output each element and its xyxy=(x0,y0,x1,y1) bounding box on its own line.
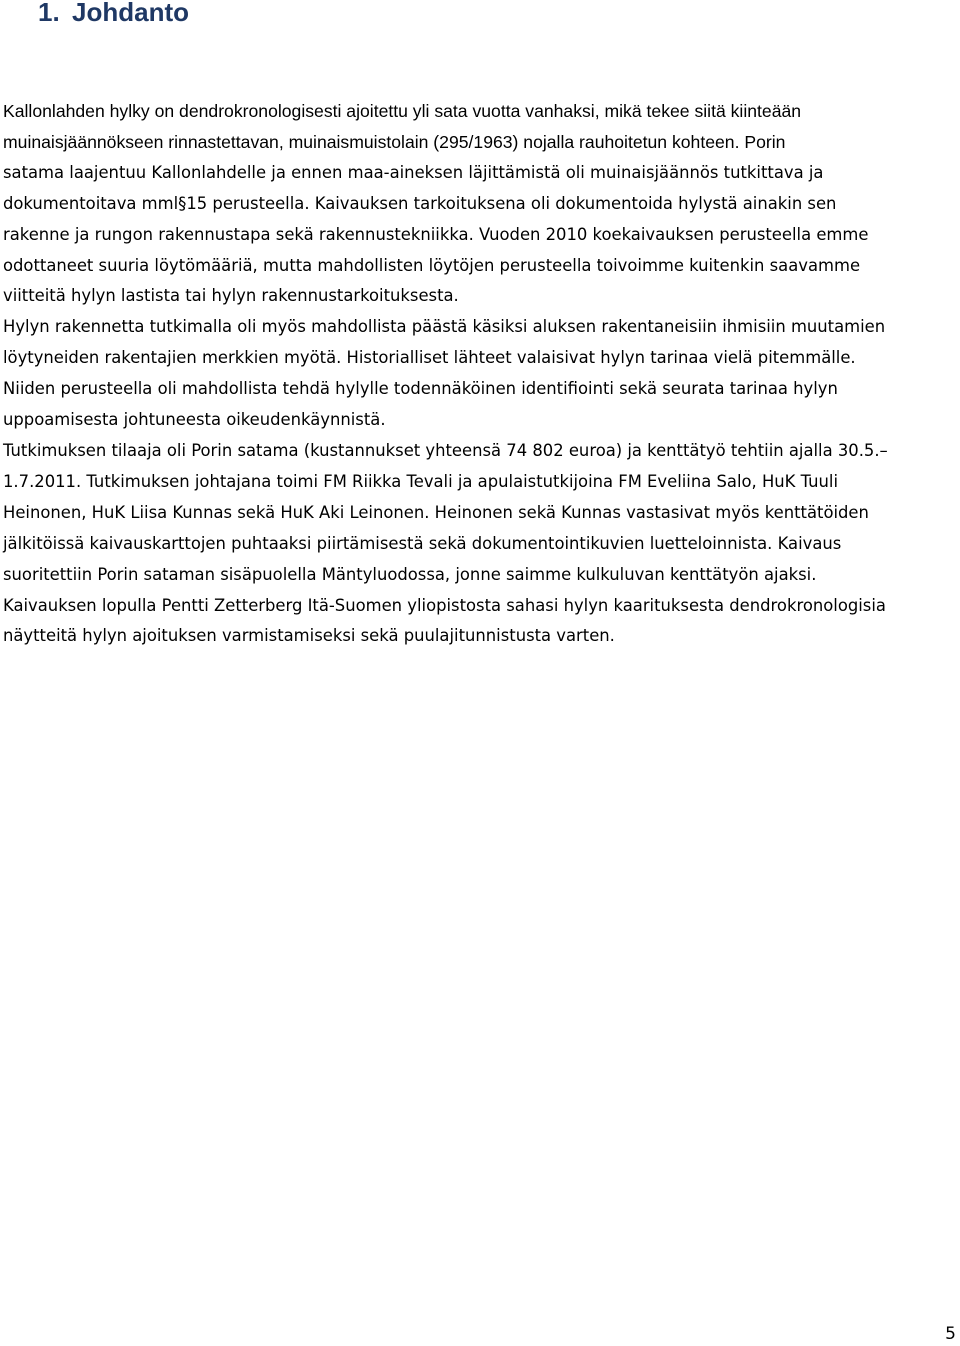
section-number: 1. xyxy=(38,0,60,27)
text-line: Kallonlahden hylky on dendrokronologisesti ajoitettu yli sata vuotta vanhaksi, mikä tekee siitä kiinteään xyxy=(3,101,802,121)
text-line: näytteitä hylyn ajoituksen varmistamiseksi sekä puulajitunnistusta varten. xyxy=(3,626,615,646)
text-line: rakenne ja rungon rakennustapa sekä rakennustekniikka. Vuoden 2010 koekaivauksen perusteella emme xyxy=(3,224,869,244)
text-line: löytyneiden rakentajien merkkien myötä. Historialliset lähteet valaisivat hylyn tarinaa vielä pitemmälle. xyxy=(3,348,856,368)
body-text xyxy=(3,96,955,652)
text-line: uppoamisesta johtuneesta oikeudenkäynnistä. xyxy=(3,410,386,430)
text-line: 1.7.2011. Tutkimuksen johtajana toimi FM Riikka Tevali ja apulaistutkijoina FM Eveliina Salo, HuK Tuuli xyxy=(3,471,839,491)
page-number: 5 xyxy=(945,1324,956,1344)
text-line: Hylyn rakennetta tutkimalla oli myös mahdollista päästä käsiksi aluksen rakentaneisiin ihmisiin muutamien xyxy=(3,317,886,337)
text-line: Kaivauksen lopulla Pentti Zetterberg Itä-Suomen yliopistosta sahasi hylyn kaarituksesta dendrokronologisia xyxy=(3,595,886,615)
text-line: satama laajentuu Kallonlahdelle ja ennen maa-aineksen läjittämistä oli muinaisjäännös tutkittava ja xyxy=(3,162,824,182)
text-line: Niiden perusteella oli mahdollista tehdä hylylle todennäköinen identifiointi sekä seurata tarinaa hylyn xyxy=(3,379,838,399)
text-line: Tutkimuksen tilaaja oli Porin satama (kustannukset yhteensä 74 802 euroa) ja kenttätyö tehtiin ajalla 30.5.– xyxy=(3,440,888,460)
text-line: suoritettiin Porin sataman sisäpuolella Mäntyluodossa, jonne saimme kulkuluvan kenttätyön ajaksi. xyxy=(3,564,817,584)
text-line: muinaisjäännökseen rinnastettavan, muinaismuistolain (295/1963) nojalla rauhoitetun kohteen. Porin xyxy=(3,131,786,152)
text-line: Heinonen, HuK Liisa Kunnas sekä HuK Aki Leinonen. Heinonen sekä Kunnas vastasivat myös kenttätöiden xyxy=(3,502,869,522)
text-line: odottaneet suuria löytömääriä, mutta mahdollisten löytöjen perusteella toivoimme kuitenkin saavamme xyxy=(3,255,861,275)
text-line: dokumentoitava mml§15 perusteella. Kaivauksen tarkoituksena oli dokumentoida hylystä ainakin sen xyxy=(3,193,837,213)
section-heading xyxy=(38,0,189,30)
text-line: viitteitä hylyn lastista tai hylyn rakennustarkoituksesta. xyxy=(3,286,459,306)
section-title: Johdanto xyxy=(72,0,189,27)
text-line: jälkitöissä kaivauskarttojen puhtaaksi piirtämisestä sekä dokumentointikuvien luetteloinnista. Kaivaus xyxy=(3,533,842,553)
